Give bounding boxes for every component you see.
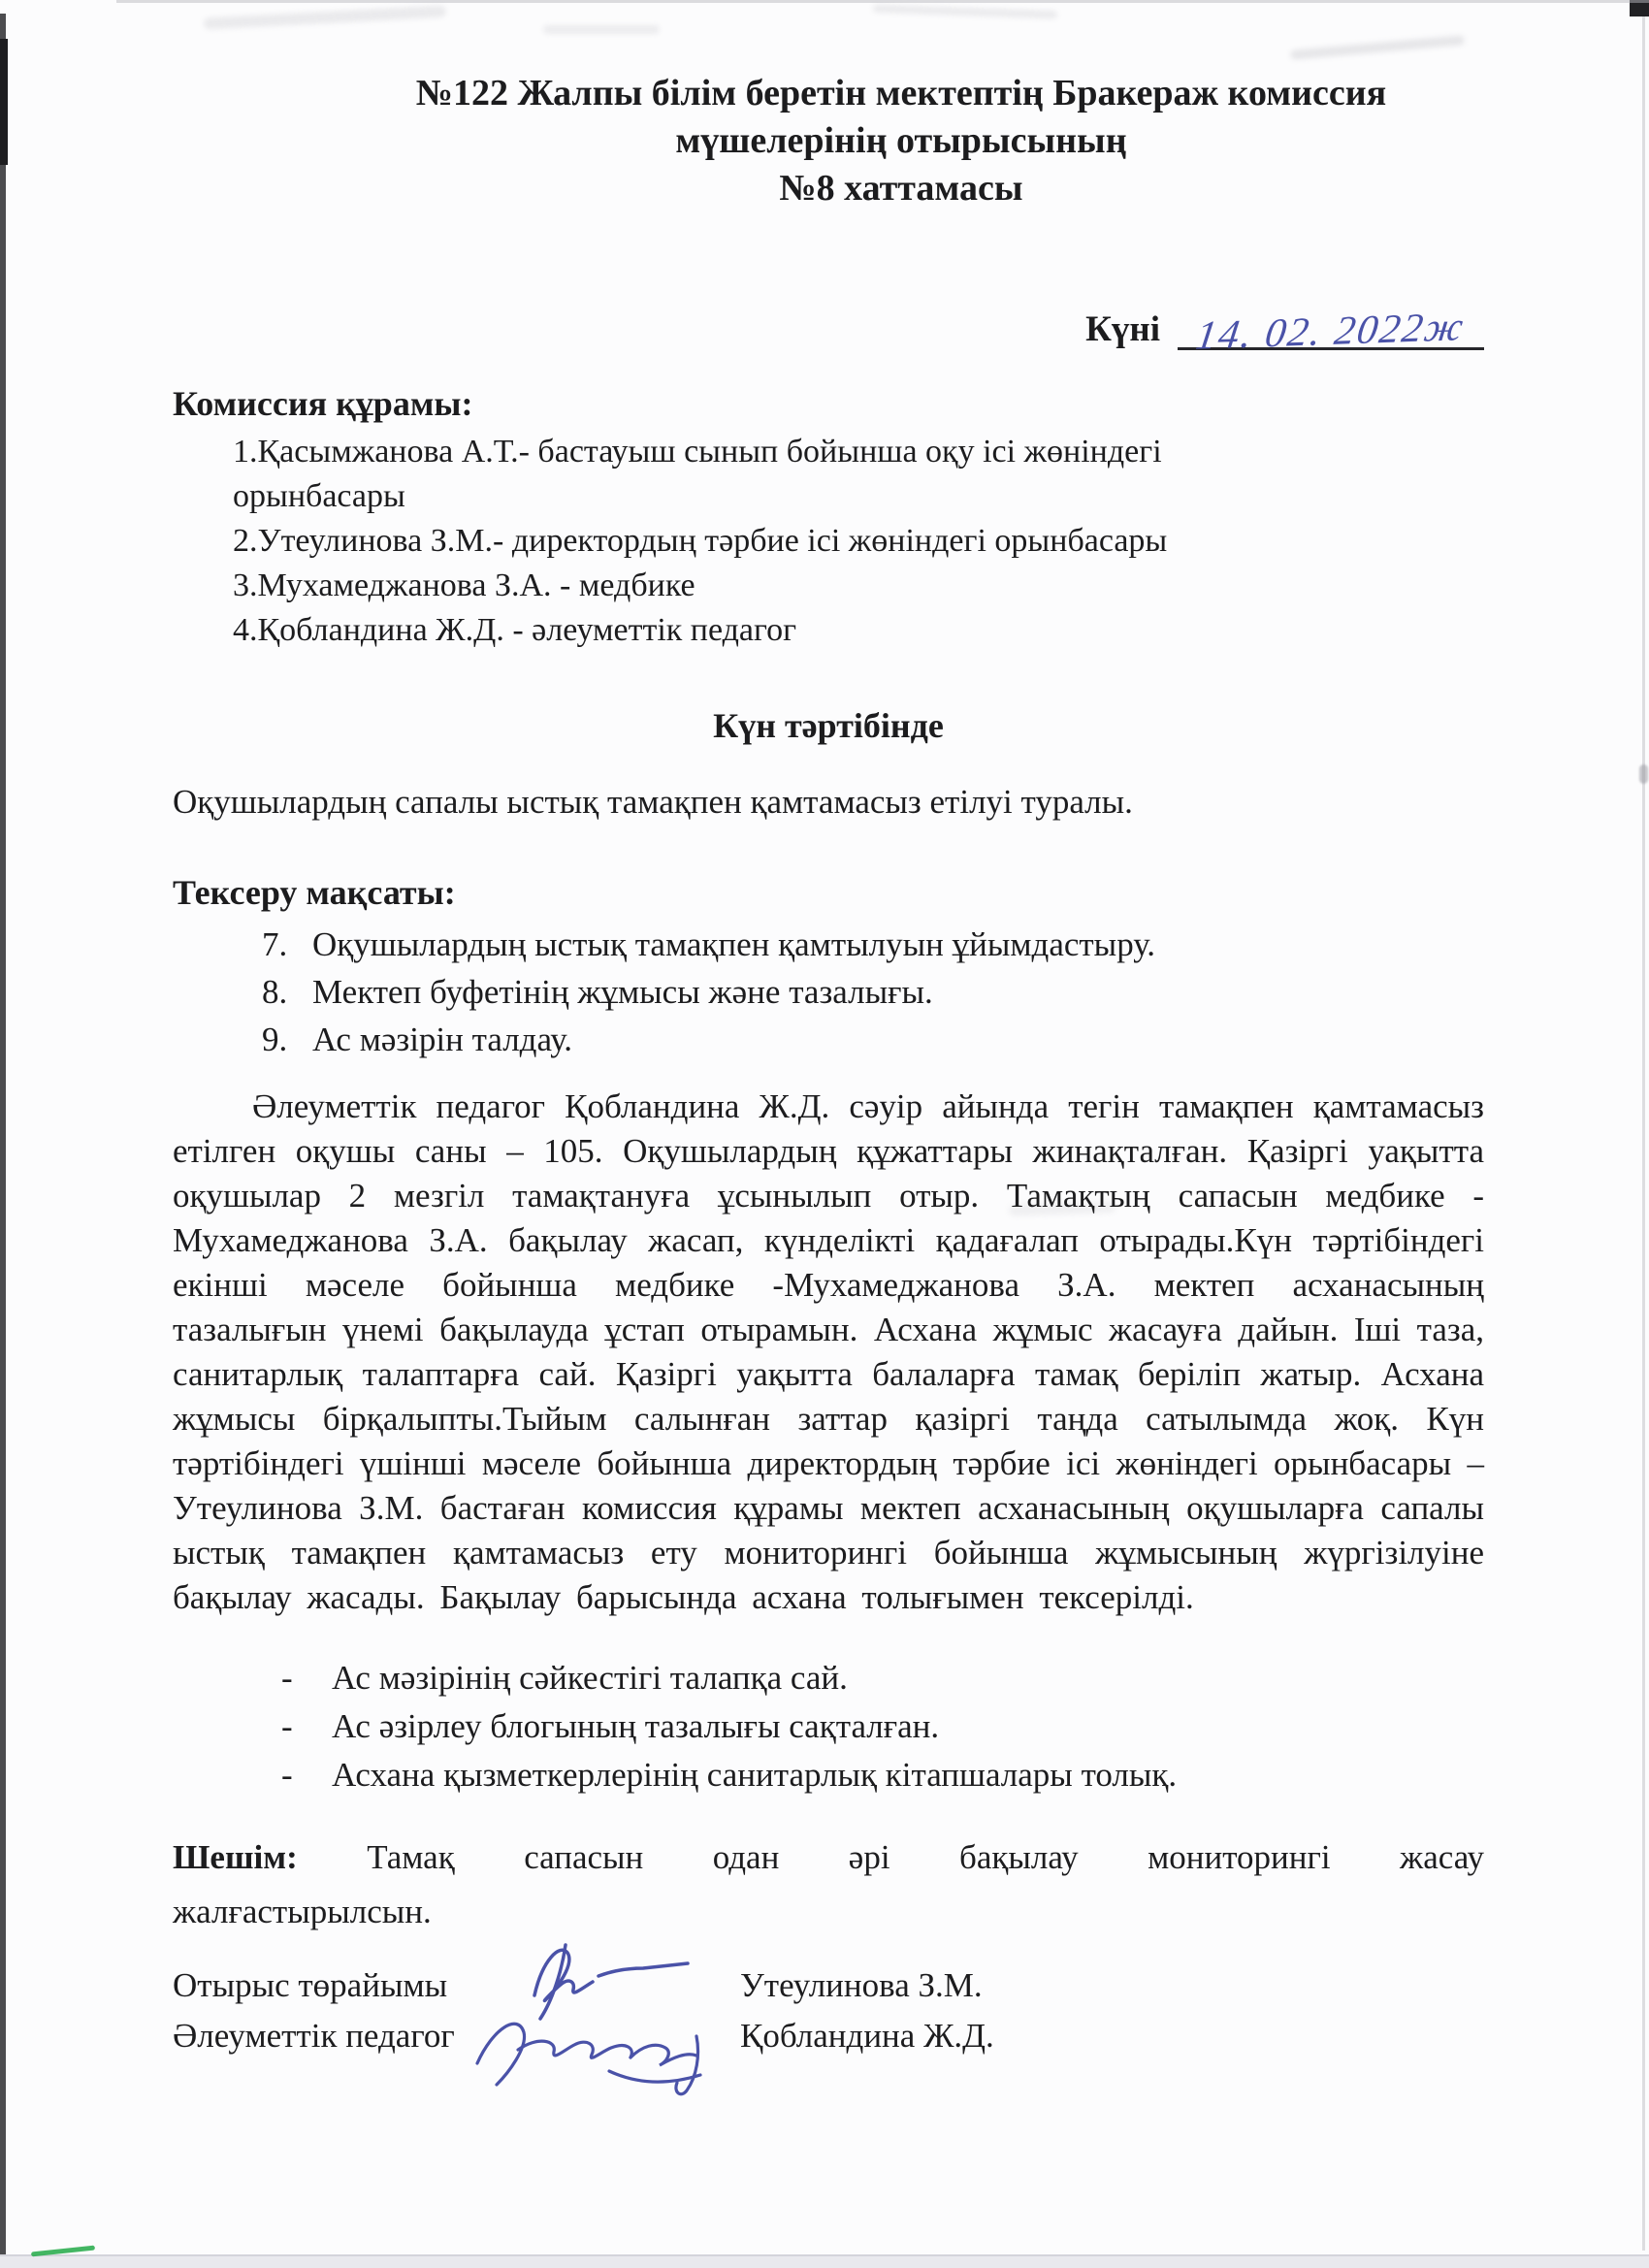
finding-text: Асхана қызметкерлерінің санитарлық кітапшалары толық. [332, 1756, 1178, 1794]
scan-bottom-band [0, 2254, 1649, 2268]
commission-member-list [173, 430, 1224, 653]
date-underline [1178, 301, 1484, 359]
decision-word: бақылау [959, 1838, 1079, 1876]
scan-smudge [1639, 764, 1648, 784]
finding-dash: - [281, 1707, 293, 1745]
finding-item [281, 1702, 1484, 1751]
finding-item [281, 1654, 1484, 1702]
body-paragraph: Әлеуметтік педагог Қобландина Ж.Д. сәуір айында тегін тамақпен қамтамасыз етілген оқушы саны – 105. Оқушылардың құжаттары жинақталған. Қазіргі уақытта оқушылар 2 мезгіл тамақтануға ұсынылып отыр. Тамақтың сапасын медбике - Мухамеджанова З.А. бақылау жасап, күнделікті қадағалап отырады.Күн тәртібіндегі екінші мәселе бойынша медбике -Мухамеджанова З.А. мектеп асханасының тазалығын үнемі бақылауда ұстап отырамын. Асхана жұмыс жасауға дайын. Іші таза, санитарлық талаптарға сай. Қазіргі уақытта балаларға тамақ беріліп жатыр. Асхана жұмысы бірқалыпты.Тыйым салынған заттар қазіргі таңда сатылымда жоқ. Күн тәртібіндегі үшінші мәселе бойынша директордың тәрбие ісі жөніндегі орынбасары – Утеулинова З.М. бастаған комиссия құрамы мектеп асханасының оқушыларға сапалы ыстық тамақпен қамтамасыз ету мониторингі бойынша жұмысының жүргізілуіне бақылау жасады. Бақылау барысында асхана толығымен тексерілді. [173, 1087, 1484, 1616]
date-row [173, 296, 1484, 359]
commission-member: 1.Қасымжанова А.Т.- бастауыш сынып бойынша оқу ісі жөніндегі орынбасары [233, 434, 1162, 514]
decision-line-2: жалғастырылсын. [173, 1893, 432, 1930]
goal-number: 8. [262, 973, 288, 1011]
decision-word: әрі [848, 1838, 890, 1876]
decision-word: одан [712, 1838, 780, 1876]
finding-list [173, 1654, 1484, 1799]
decision-line-1 [173, 1838, 1484, 1877]
title-line-2: мүшелерінің отырысының [675, 120, 1127, 161]
goal-text: Мектеп буфетінің жұмысы және тазалығы. [312, 973, 933, 1011]
goals-heading: Тексеру мақсаты: [173, 873, 456, 912]
goal-text: Ас мәзірін талдау. [312, 1021, 572, 1058]
goal-item [262, 1016, 1484, 1063]
scan-edge-left-line [0, 14, 6, 2268]
finding-dash: - [281, 1659, 293, 1697]
scan-smudge [204, 5, 446, 29]
agenda-text: Оқушылардың сапалы ыстық тамақпен қамтамасыз етілуі туралы. [173, 783, 1133, 821]
signature-block [173, 1966, 1484, 2122]
decision-word: жасау [1400, 1838, 1484, 1876]
commission-member: 2.Утеулинова З.М.- директордың тәрбие ісі жөніндегі орынбасары [233, 523, 1168, 559]
signature-role: Отырыс төрайымы [173, 1966, 448, 2004]
handwritten-signature [464, 1992, 755, 2098]
scan-smudge [543, 25, 660, 34]
signature-name: Қобландина Ж.Д. [740, 2017, 994, 2055]
decision-paragraph [173, 1838, 1484, 1931]
goal-list [173, 921, 1484, 1063]
title-line-1: №122 Жалпы білім беретін мектептің Бракераж комиссия [415, 73, 1387, 113]
scan-edge-left-blotch [0, 39, 8, 165]
finding-dash: - [281, 1756, 293, 1794]
scan-smudge [1290, 35, 1465, 60]
signature-role: Әлеуметтік педагог [173, 2017, 455, 2055]
decision-label: Шешім: [173, 1838, 298, 1876]
signature-row [173, 1966, 1484, 2015]
finding-item [281, 1751, 1484, 1799]
decision-word: сапасын [524, 1838, 644, 1876]
goal-number: 9. [262, 1021, 288, 1058]
scan-top-hairline [116, 0, 1649, 3]
commission-member: 3.Мухамеджанова З.А. - медбике [233, 567, 695, 603]
commission-member: 4.Қобландина Ж.Д. - әлеуметтік педагог [233, 612, 797, 648]
goal-item [262, 968, 1484, 1016]
goal-item [262, 921, 1484, 968]
decision-word: мониторингі [1148, 1838, 1331, 1876]
finding-text: Ас әзірлеу блогының тазалығы сақталған. [332, 1707, 940, 1745]
document-content [173, 70, 1484, 2122]
scan-edge-right-line [1642, 0, 1645, 2251]
signature-row [173, 2017, 1484, 2065]
finding-text: Ас мәзірінің сәйкестігі талапқа сай. [332, 1659, 848, 1697]
commission-heading: Комиссия құрамы: [173, 384, 473, 423]
signature-name: Утеулинова З.М. [740, 1966, 983, 2004]
goal-number: 7. [262, 925, 288, 963]
goal-text: Оқушылардың ыстық тамақпен қамтылуын ұйымдастыру. [312, 925, 1155, 963]
agenda-heading: Күн тәртібінде [713, 706, 944, 745]
title-line-3: №8 хаттамасы [779, 168, 1023, 209]
handwritten-date: 14. 02. 2022ж [1193, 305, 1469, 359]
document-title [173, 70, 1484, 212]
date-label: Күні [1085, 309, 1160, 349]
scan-smudge [873, 5, 1057, 19]
decision-word: Тамақ [367, 1838, 455, 1876]
